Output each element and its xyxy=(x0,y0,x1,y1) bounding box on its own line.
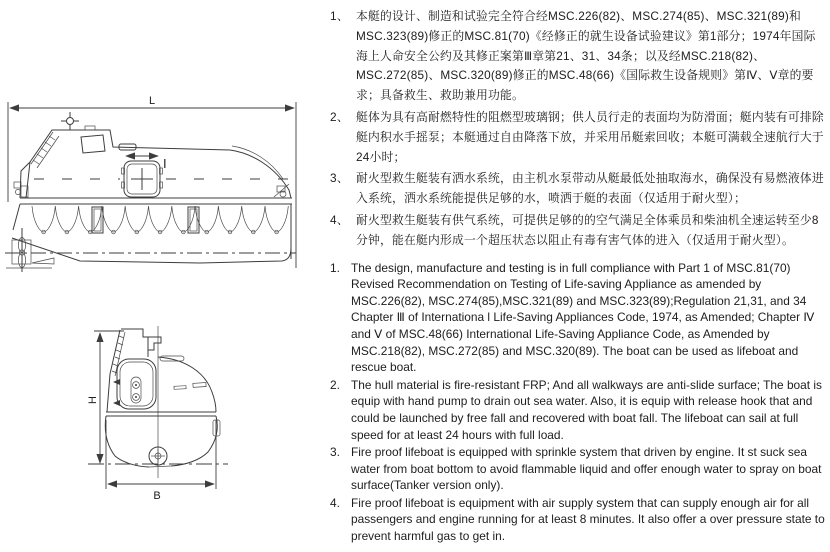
spec-list-chinese xyxy=(330,7,827,251)
propeller-hub xyxy=(149,447,167,465)
stern-door xyxy=(113,359,156,409)
hull-right xyxy=(171,416,217,466)
propeller xyxy=(12,228,31,272)
bow-ladder xyxy=(31,132,59,168)
item-number: 3. xyxy=(330,445,340,460)
spec-text-column xyxy=(330,7,827,546)
end-view-drawing xyxy=(87,326,228,502)
height-label: H xyxy=(87,396,99,404)
item-text: 耐火型救生艇装有供气系统，可提供足够的的空气满足全体乘员和柴油机全速运转至少8分钟，能在艇内形成一个超压状态以阻止有毒有害气体的进入（仅适用于耐火型）。 xyxy=(356,212,819,247)
breadth-label: B xyxy=(153,490,161,502)
spec-item-cn-2 xyxy=(330,108,827,167)
side-view-drawing xyxy=(5,95,296,272)
spec-item-en-4 xyxy=(330,495,827,545)
release-hook-bracket xyxy=(121,329,161,357)
lifeboat-drawings xyxy=(0,0,330,552)
item-text: The hull material is fire-resistant FRP; And all walkways are anti-slide surface; The boat is equip with hand pump to drain out sea water. Also, it is equip with release hook that and could be launched by free fall and recovered with boat fall. The lifeboat can sail at full speed for at least 24 hours with full load. xyxy=(351,377,822,442)
spec-item-en-3 xyxy=(330,444,827,494)
cabin-window xyxy=(81,135,105,153)
item-text: 耐火型救生艇装有洒水系统，由主机水泵带动从艇最低处抽取海水，确保没有易燃液体进入系统，洒水系统能提供足够的水，喷洒于艇的表面（仅适用于耐火型）； xyxy=(356,171,824,206)
item-text: The design, manufacture and testing is in full compliance with Part 1 of MSC.81(70) Revised Recommendation on Testing of Life-saving Appliance as amended by MSC.226(82), MSC.274(85),MSC.321(89) and MSC.323(89);Regulation 21,31, and 34 Chapter Ⅲ of Internationa l Life-Saving Appliances Code, 1974, as Amended; Chapter Ⅳ and Ⅴ of MSC.48(66) International Life-Saving Appliance Code, as Amended by MSC.218(82), MSC.272(85) and MSC.320(89). The boat can be used as lifeboat and rescue boat. xyxy=(351,260,815,375)
length-dimension xyxy=(8,95,296,268)
item-text: 艇体为具有高耐燃特性的阻燃型玻璃钢；供人员行走的表面均为防滑面；艇内装有可排除艇内积水手摇泵；本艇通过自由降落下放，并采用吊艇索回收；本艇可满载全速航行大于24小时； xyxy=(356,109,824,164)
item-number: 1. xyxy=(330,260,340,275)
hull-step-aft xyxy=(188,207,199,233)
item-number: 4. xyxy=(330,495,340,510)
drawings-column xyxy=(0,0,330,552)
length-label: L xyxy=(149,95,156,107)
item-number: 4、 xyxy=(330,212,349,227)
door-hinge-mark-bottom xyxy=(113,400,120,406)
item-number: 3、 xyxy=(330,171,349,186)
spec-item-cn-1 xyxy=(330,7,827,106)
hull-bottom xyxy=(6,204,291,268)
cabin-left-edge xyxy=(107,374,110,412)
item-number: 2. xyxy=(330,377,340,392)
end-vents xyxy=(174,383,206,390)
item-text: Fire proof lifeboat is equipped with sprinkle system that driven by engine. It st suck sea water from boat bottom to avoid flammable liquid and offer enough water to spray on boat surface(Tanker version only). xyxy=(351,445,822,493)
roof-fitting xyxy=(85,126,95,130)
cabin-roof-curve xyxy=(158,357,216,412)
spec-item-cn-4 xyxy=(330,211,827,251)
hull-left xyxy=(105,416,149,467)
spec-item-cn-3 xyxy=(330,169,827,209)
hatch-dimension xyxy=(126,156,167,171)
side-hatch xyxy=(122,161,163,197)
hull-bottom-edge xyxy=(149,466,171,467)
stern-hardware xyxy=(274,184,289,197)
lifelines xyxy=(32,206,288,234)
spec-item-en-2 xyxy=(330,377,827,443)
spec-list-english xyxy=(330,260,827,545)
roof-handle xyxy=(160,356,184,361)
hatch-dim-label: I xyxy=(163,156,167,171)
mast-light xyxy=(61,112,79,130)
hull-step-forward xyxy=(92,207,103,233)
item-number: 2、 xyxy=(330,109,349,124)
spec-item-en-1 xyxy=(330,260,827,376)
item-text: 本艇的设计、制造和试验完全符合经MSC.226(82)、MSC.274(85)、MSC.321(89)和MSC.323(89)修正的MSC.81(70)《经修正的就生设备试验建议》第1部分；1974年国际海上人命安全公约及其修正案第Ⅲ章第21、31、34条；以及经MSC.218(82)、MSC.272(85)、MSC.320(89)修正的MSC.48(66)《国际救生设备规则》第Ⅳ、Ⅴ章的要求；具备救生、救助兼用功能。 xyxy=(356,9,816,103)
item-text: Fire proof lifeboat is equipment with air supply system that can supply enough air for all passengers and engine running for at least 8 minutes. It also offer a over pressure state to prevent harmful gas to get in. xyxy=(351,495,825,544)
item-number: 1、 xyxy=(330,9,349,23)
